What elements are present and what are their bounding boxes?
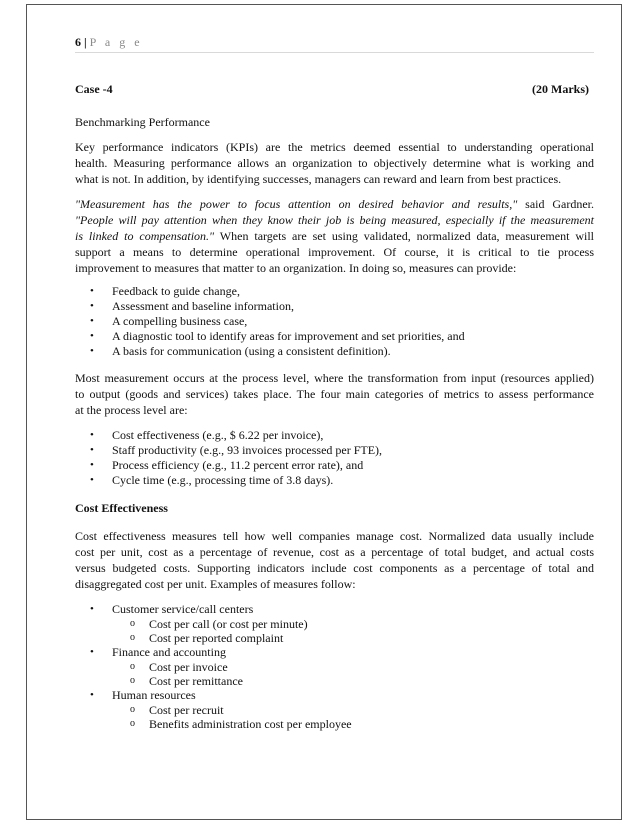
list-item-text: Cycle time (e.g., processing time of 3.8 days). <box>112 473 334 487</box>
bullet-glyph: • <box>90 429 94 441</box>
sub-list-item <box>75 617 594 631</box>
bullet-glyph: • <box>90 603 94 615</box>
list-item <box>75 344 594 359</box>
paragraph-line: support a means to determine operational improvement. Of course, it is critical to tie process <box>75 245 594 259</box>
examples-list <box>75 602 594 617</box>
paragraph-line: what is not. In addition, by identifying successes, managers can reward and learn from best practices. <box>75 172 562 186</box>
page-header <box>75 34 594 50</box>
sub-bullet-glyph: o <box>130 704 135 715</box>
list-item-text: Customer service/call centers <box>112 602 254 616</box>
paragraph-line: versus budgeted costs. Supporting indicators include cost components as a percentage of total and <box>75 561 594 575</box>
attribution-text: said Gardner. <box>517 197 595 211</box>
header-separator: | <box>84 35 87 49</box>
sub-list-item-text: Cost per call (or cost per minute) <box>149 617 308 631</box>
page-number: 6 <box>75 35 81 49</box>
sub-bullet-glyph: o <box>130 632 135 643</box>
list-item-text: A compelling business case, <box>112 314 248 328</box>
sub-list-item <box>75 674 594 688</box>
case-marks: (20 Marks) <box>532 82 589 96</box>
sub-list-item-text: Cost per invoice <box>149 660 228 674</box>
bullet-glyph: • <box>90 444 94 456</box>
metrics-list <box>75 428 594 488</box>
examples-list <box>75 688 594 703</box>
quote-text: is linked to compensation." <box>75 229 215 243</box>
list-item <box>75 473 594 488</box>
sub-list-item-text: Cost per recruit <box>149 703 224 717</box>
examples-list <box>75 645 594 660</box>
list-item <box>75 329 594 344</box>
bullet-glyph: • <box>90 459 94 471</box>
list-item <box>75 314 594 329</box>
quote-line <box>75 196 594 212</box>
sub-list-item-text: Cost per reported complaint <box>149 631 284 645</box>
list-item <box>75 443 594 458</box>
section-heading: Cost Effectiveness <box>75 501 168 515</box>
list-item-text: A basis for communication (using a consistent definition). <box>112 344 391 358</box>
page-label: P a g e <box>89 35 143 49</box>
sub-bullet-glyph: o <box>130 675 135 686</box>
sub-list-item-text: Cost per remittance <box>149 674 243 688</box>
sub-list-item <box>75 717 594 731</box>
list-item <box>75 299 594 314</box>
sub-list <box>75 703 594 731</box>
paragraph-line: to output (goods and services) takes place. The four main categories of metrics to assess performance <box>75 387 594 401</box>
paragraph-process-level <box>75 370 594 418</box>
sub-list-item <box>75 703 594 717</box>
bullet-glyph: • <box>90 474 94 486</box>
paragraph-gardner <box>75 196 594 276</box>
list-item <box>75 428 594 443</box>
sub-list <box>75 660 594 688</box>
quote-text: "Measurement has the power to focus attention on desired behavior and results," <box>75 197 518 211</box>
provide-list <box>75 284 594 359</box>
list-item-text: Process efficiency (e.g., 11.2 percent error rate), and <box>112 458 364 472</box>
case-title-line <box>75 81 594 97</box>
list-item <box>75 688 594 703</box>
paragraph-line: Key performance indicators (KPIs) are the metrics deemed essential to understanding operational <box>75 140 594 154</box>
sub-bullet-glyph: o <box>130 618 135 629</box>
case-subtitle: Benchmarking Performance <box>75 115 210 129</box>
sub-list-item <box>75 660 594 674</box>
paragraph-line: Cost effectiveness measures tell how well companies manage cost. Normalized data usually include <box>75 529 594 543</box>
list-item-text: A diagnostic tool to identify areas for improvement and set priorities, and <box>112 329 465 343</box>
list-item-text: Staff productivity (e.g., 93 invoices processed per FTE), <box>112 443 383 457</box>
list-item <box>75 284 594 299</box>
list-item-text: Cost effectiveness (e.g., $ 6.22 per invoice), <box>112 428 324 442</box>
sub-list <box>75 617 594 645</box>
paragraph-line: at the process level are: <box>75 403 188 417</box>
paragraph-line: health. Measuring performance allows an organization to objectively determine what is working and <box>75 156 594 170</box>
sub-bullet-glyph: o <box>130 661 135 672</box>
bullet-glyph: • <box>90 646 94 658</box>
sub-list-item <box>75 631 594 645</box>
bullet-glyph: • <box>90 330 94 342</box>
list-item <box>75 602 594 617</box>
paragraph-line: cost per unit, cost as a percentage of revenue, cost as a percentage of total budget, and actual costs <box>75 545 594 559</box>
bullet-glyph: • <box>90 689 94 701</box>
bullet-glyph: • <box>90 300 94 312</box>
paragraph-line: disaggregated cost per unit. Examples of measures follow: <box>75 577 356 591</box>
case-title: Case -4 <box>75 82 113 96</box>
bullet-glyph: • <box>90 345 94 357</box>
paragraph-kpi <box>75 139 594 187</box>
paragraph-line: Most measurement occurs at the process level, where the transformation from input (resources applied) <box>75 371 594 385</box>
paragraph-cost-effectiveness <box>75 528 594 592</box>
list-item-text: Human resources <box>112 688 196 702</box>
quote-line <box>75 228 594 244</box>
list-item-text: Feedback to guide change, <box>112 284 240 298</box>
paragraph-text: When targets are set using validated, normalized data, measurement will <box>214 229 594 243</box>
list-item <box>75 458 594 473</box>
paragraph-line: improvement to measures that matter to an organization. In doing so, measures can provide: <box>75 261 517 275</box>
list-item <box>75 645 594 660</box>
sub-list-item-text: Benefits administration cost per employee <box>149 717 352 731</box>
sub-bullet-glyph: o <box>130 718 135 729</box>
bullet-glyph: • <box>90 315 94 327</box>
quote-line: "People will pay attention when they know their job is being measured, especially if the measurement <box>75 213 594 227</box>
list-item-text: Finance and accounting <box>112 645 226 659</box>
header-rule <box>75 52 594 53</box>
bullet-glyph: • <box>90 285 94 297</box>
list-item-text: Assessment and baseline information, <box>112 299 294 313</box>
